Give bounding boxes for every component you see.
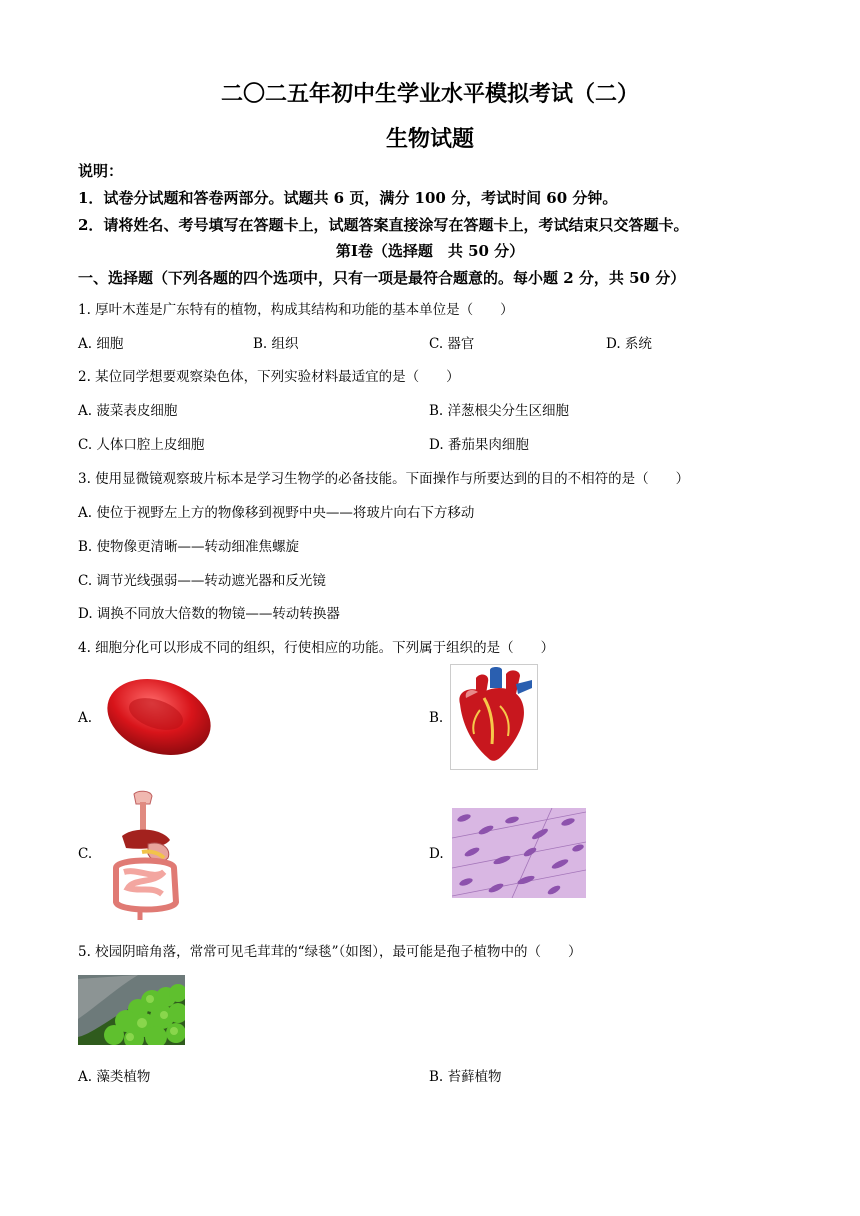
section-title: 一、选择题（下列各题的四个选项中，只有一项是最符合题意的。每小题 2 分，共 50 分） [78, 269, 686, 287]
option-c: C. 人体口腔上皮细胞 [78, 437, 205, 453]
subject-title: 生物试题 [385, 126, 474, 152]
option-b: B. 洋葱根尖分生区细胞 [429, 403, 570, 419]
option-d: D. 调换不同放大倍数的物镜——转动转换器 [78, 606, 340, 622]
option-b: B. 组织 [253, 336, 299, 352]
part-title: 第Ⅰ卷（选择题 共 50 分） [335, 242, 525, 260]
instruction-item: 1．试卷分试题和答卷两部分。试题共 6 页，满分 100 分，考试时间 60 分钟。 [78, 189, 618, 207]
option-d: D. 系统 [606, 336, 652, 352]
question-stem: 2. 某位同学想要观察染色体，下列实验材料最适宜的是（ ） [78, 369, 460, 385]
tissue-micrograph-image [452, 808, 586, 898]
option-a: A. [78, 710, 93, 726]
heart-image [450, 664, 538, 770]
option-b: B. 使物像更清晰——转动细准焦螺旋 [78, 539, 300, 555]
option-d: D. [429, 846, 444, 862]
question-stem: 3. 使用显微镜观察玻片标本是学习生物学的必备技能。下面操作与所要达到的目的不相符的是（ ） [78, 471, 690, 487]
question-stem: 4. 细胞分化可以形成不同的组织，行使相应的功能。下列属于组织的是（ ） [78, 640, 555, 656]
red-blood-cell-image [104, 676, 214, 758]
exam-title: 二〇二五年初中生学业水平模拟考试（二） [220, 81, 639, 107]
option-a: A. 藻类植物 [78, 1069, 151, 1085]
option-a: A. 细胞 [78, 336, 124, 352]
instructions-label: 说明： [78, 162, 124, 180]
question-stem: 5. 校园阴暗角落，常常可见毛茸茸的“绿毯”（如图），最可能是孢子植物中的（ ） [78, 944, 582, 960]
option-d: D. 番茄果肉细胞 [429, 437, 529, 453]
option-b: B. [429, 710, 444, 726]
digestive-system-image [104, 790, 186, 922]
moss-image [78, 975, 185, 1045]
option-c: C. 调节光线强弱——转动遮光器和反光镜 [78, 573, 326, 589]
option-a: A. 菠菜表皮细胞 [78, 403, 178, 419]
option-a: A. 使位于视野左上方的物像移到视野中央——将玻片向右下方移动 [78, 505, 475, 521]
instruction-item: 2．请将姓名、考号填写在答题卡上，试题答案直接涂写在答题卡上，考试结束只交答题卡。 [78, 216, 689, 234]
option-c: C. 器官 [429, 336, 475, 352]
option-b: B. 苔藓植物 [429, 1069, 502, 1085]
option-c: C. [78, 846, 93, 862]
question-stem: 1. 厚叶木莲是广东特有的植物，构成其结构和功能的基本单位是（ ） [78, 302, 514, 318]
